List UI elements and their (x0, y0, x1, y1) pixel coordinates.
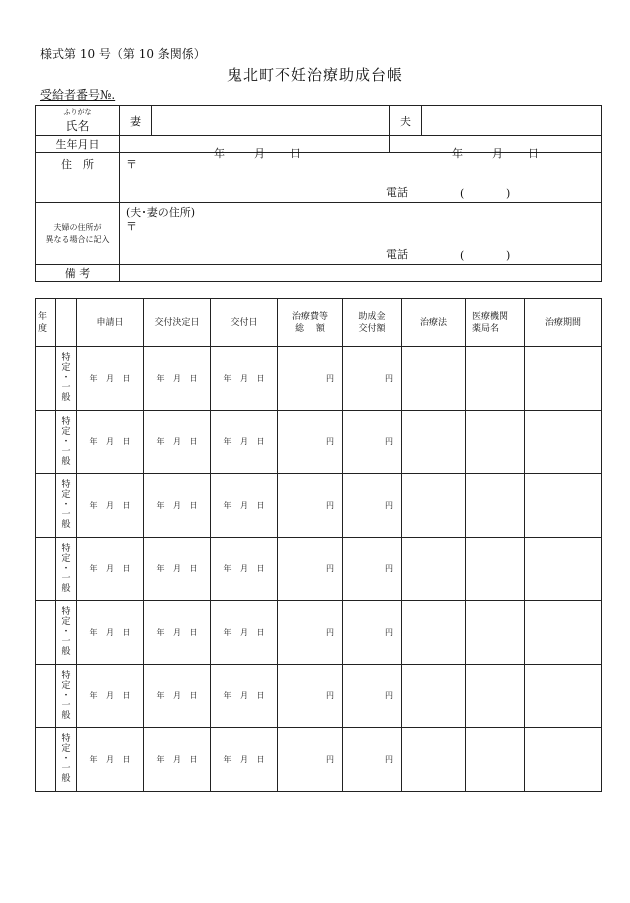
category-cell[interactable] (56, 728, 77, 792)
alt-phone-paren-open: ( (460, 249, 465, 262)
table-row (36, 410, 602, 474)
method-cell[interactable] (402, 347, 466, 411)
category-char: 一 (61, 510, 71, 521)
treatment-cost-cell[interactable]: 円 (278, 410, 343, 474)
category-cell[interactable] (56, 537, 77, 601)
method-cell[interactable] (402, 664, 466, 728)
category-char: 般 (61, 520, 71, 531)
header-subsidy (343, 299, 402, 347)
issue-date-cell[interactable]: 年 月 日 (211, 347, 278, 411)
issue-date-cell[interactable]: 年 月 日 (211, 410, 278, 474)
category-char: ・ (61, 627, 71, 638)
alt-phone-paren-close: ) (506, 249, 511, 262)
institution-cell[interactable] (466, 728, 525, 792)
category-char: 一 (61, 446, 71, 457)
alt-address-note (36, 203, 120, 265)
alt-note-line2: 異なる場合に記入 (45, 234, 110, 244)
form-number: 様式第 10 号（第 10 条関係） (40, 47, 206, 61)
header-issue-date: 交付日 (211, 299, 278, 347)
husband-name-input[interactable] (422, 106, 602, 136)
subsidy-cell[interactable]: 円 (343, 664, 402, 728)
application-date-cell[interactable]: 年 月 日 (77, 347, 144, 411)
issue-date-cell[interactable]: 年 月 日 (211, 474, 278, 538)
header-institution (466, 299, 525, 347)
table-row (36, 601, 602, 665)
alt-postal-mark: 〒 (126, 220, 137, 233)
header-application-date: 申請日 (77, 299, 144, 347)
category-cell[interactable] (56, 474, 77, 538)
subsidy-cell[interactable]: 円 (343, 347, 402, 411)
alt-note-line1: 夫婦の住所が (53, 222, 102, 232)
treatment-cost-cell[interactable]: 円 (278, 601, 343, 665)
husband-birthdate[interactable] (390, 136, 602, 160)
treatment-cost-cell[interactable]: 円 (278, 474, 343, 538)
header-treatment-cost-2: 総 額 (295, 323, 325, 334)
issue-date-cell[interactable]: 年 月 日 (211, 537, 278, 601)
category-char: 定 (61, 680, 71, 691)
subsidy-record-table (35, 298, 602, 792)
furigana-label: ふりがな (63, 107, 92, 116)
table-header-row (36, 299, 602, 347)
category-char: 特 (61, 670, 71, 681)
remarks-label: 備 考 (36, 265, 120, 282)
category-char: ・ (61, 500, 71, 511)
phone-paren-open: ( (460, 187, 465, 200)
category-char: 一 (61, 764, 71, 775)
alt-address-label: (夫･妻の住所) (126, 206, 196, 219)
wife-label: 妻 (120, 106, 152, 136)
category-char: 特 (61, 353, 71, 364)
decision-date-cell[interactable]: 年 月 日 (144, 474, 211, 538)
wife-birthdate[interactable] (120, 136, 390, 160)
category-char: 一 (61, 700, 71, 711)
subsidy-cell[interactable]: 円 (343, 537, 402, 601)
institution-cell[interactable] (466, 410, 525, 474)
institution-cell[interactable] (466, 474, 525, 538)
name-label-cell (36, 106, 120, 136)
table-row (36, 728, 602, 792)
category-char: 般 (61, 647, 71, 658)
fiscal-year-cell[interactable] (36, 347, 56, 411)
wife-birth-year: 年 (214, 147, 225, 160)
period-cell[interactable] (525, 601, 602, 665)
application-date-cell[interactable]: 年 月 日 (77, 410, 144, 474)
table-body (36, 347, 602, 792)
header-subsidy-2: 交付額 (358, 323, 386, 334)
header-decision-date: 交付決定日 (144, 299, 211, 347)
method-cell[interactable] (402, 410, 466, 474)
fiscal-year-cell[interactable] (36, 601, 56, 665)
period-cell[interactable] (525, 537, 602, 601)
treatment-cost-cell[interactable]: 円 (278, 537, 343, 601)
header-fiscal-year-1: 年 (38, 311, 48, 322)
method-cell[interactable] (402, 537, 466, 601)
birthdate-label: 生年月日 (36, 136, 120, 153)
category-char: 特 (61, 480, 71, 491)
fiscal-year-cell[interactable] (36, 537, 56, 601)
header-fiscal-year-2: 度 (38, 323, 48, 334)
category-cell[interactable] (56, 601, 77, 665)
category-char: ・ (61, 563, 71, 574)
treatment-cost-cell[interactable]: 円 (278, 347, 343, 411)
header-fiscal-year (36, 299, 56, 347)
category-char: ・ (61, 690, 71, 701)
fiscal-year-cell[interactable] (36, 474, 56, 538)
category-char: ・ (61, 373, 71, 384)
header-method: 治療法 (402, 299, 466, 347)
treatment-cost-cell[interactable]: 円 (278, 664, 343, 728)
wife-name-input[interactable] (152, 106, 390, 136)
category-char: 一 (61, 383, 71, 394)
issue-date-cell[interactable]: 年 月 日 (211, 601, 278, 665)
table-row (36, 347, 602, 411)
page-title: 鬼北町不妊治療助成台帳 (226, 66, 403, 84)
period-cell[interactable] (525, 728, 602, 792)
period-cell[interactable] (525, 664, 602, 728)
phone-paren-close: ) (506, 187, 511, 200)
category-char: 一 (61, 637, 71, 648)
category-char: 定 (61, 744, 71, 755)
category-cell[interactable] (56, 664, 77, 728)
method-cell[interactable] (402, 474, 466, 538)
name-label: 氏名 (65, 118, 90, 133)
institution-cell[interactable] (466, 537, 525, 601)
husband-birth-month: 月 (492, 147, 503, 160)
header-institution-2: 薬局名 (472, 323, 500, 334)
category-char: 定 (61, 426, 71, 437)
wife-birth-month: 月 (254, 147, 265, 160)
category-char: 般 (61, 456, 71, 467)
header-institution-1: 医療機関 (472, 311, 509, 322)
phone-label: 電話 (386, 186, 408, 199)
period-cell[interactable] (525, 347, 602, 411)
method-cell[interactable] (402, 601, 466, 665)
category-char: 定 (61, 490, 71, 501)
alt-address-field[interactable] (120, 203, 602, 265)
category-char: ・ (61, 436, 71, 447)
category-cell[interactable] (56, 410, 77, 474)
subsidy-cell[interactable]: 円 (343, 728, 402, 792)
decision-date-cell[interactable]: 年 月 日 (144, 664, 211, 728)
decision-date-cell[interactable]: 年 月 日 (144, 537, 211, 601)
personal-info-table (35, 105, 602, 282)
husband-birth-year: 年 (452, 147, 463, 160)
institution-cell[interactable] (466, 347, 525, 411)
header-subsidy-1: 助成金 (358, 311, 386, 322)
method-cell[interactable] (402, 728, 466, 792)
subsidy-cell[interactable]: 円 (343, 410, 402, 474)
decision-date-cell[interactable]: 年 月 日 (144, 728, 211, 792)
category-char: 特 (61, 607, 71, 618)
issue-date-cell[interactable]: 年 月 日 (211, 728, 278, 792)
institution-cell[interactable] (466, 601, 525, 665)
category-char: 般 (61, 774, 71, 785)
issue-date-cell[interactable]: 年 月 日 (211, 664, 278, 728)
header-category (56, 299, 77, 347)
husband-birth-day: 日 (528, 147, 539, 160)
category-char: 定 (61, 363, 71, 374)
application-date-cell[interactable]: 年 月 日 (77, 728, 144, 792)
application-date-cell[interactable]: 年 月 日 (77, 474, 144, 538)
fiscal-year-cell[interactable] (36, 664, 56, 728)
category-char: 一 (61, 573, 71, 584)
table-row (36, 664, 602, 728)
recipient-number-label: 受給者番号№. (40, 88, 116, 102)
application-date-cell[interactable]: 年 月 日 (77, 537, 144, 601)
application-date-cell[interactable]: 年 月 日 (77, 601, 144, 665)
period-cell[interactable] (525, 474, 602, 538)
address-label: 住 所 (36, 153, 120, 203)
fiscal-year-cell[interactable] (36, 728, 56, 792)
category-char: 般 (61, 710, 71, 721)
alt-phone-label: 電話 (386, 248, 408, 261)
decision-date-cell[interactable]: 年 月 日 (144, 410, 211, 474)
period-cell[interactable] (525, 410, 602, 474)
category-char: 般 (61, 583, 71, 594)
institution-cell[interactable] (466, 664, 525, 728)
table-row (36, 474, 602, 538)
category-char: 定 (61, 617, 71, 628)
decision-date-cell[interactable]: 年 月 日 (144, 601, 211, 665)
category-char: 特 (61, 416, 71, 427)
fiscal-year-cell[interactable] (36, 410, 56, 474)
husband-label: 夫 (390, 106, 422, 136)
subsidy-cell[interactable]: 円 (343, 601, 402, 665)
category-char: 特 (61, 734, 71, 745)
header-treatment-cost-1: 治療費等 (291, 311, 328, 322)
wife-birth-day: 日 (290, 147, 301, 160)
category-char: 特 (61, 543, 71, 554)
category-char: ・ (61, 754, 71, 765)
header-treatment-cost (278, 299, 343, 347)
remarks-field[interactable] (120, 265, 602, 282)
postal-mark: 〒 (126, 158, 137, 171)
decision-date-cell[interactable]: 年 月 日 (144, 347, 211, 411)
table-row (36, 537, 602, 601)
address-field[interactable] (120, 153, 602, 203)
header-period: 治療期間 (525, 299, 602, 347)
treatment-cost-cell[interactable]: 円 (278, 728, 343, 792)
category-char: 定 (61, 553, 71, 564)
category-char: 般 (61, 393, 71, 404)
category-cell[interactable] (56, 347, 77, 411)
application-date-cell[interactable]: 年 月 日 (77, 664, 144, 728)
subsidy-cell[interactable]: 円 (343, 474, 402, 538)
